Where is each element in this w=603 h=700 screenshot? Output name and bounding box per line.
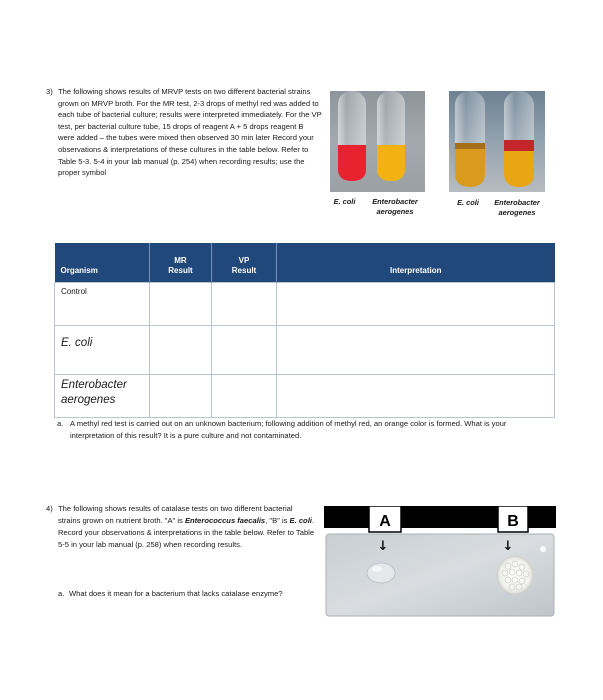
- question-4-text-part1: The following shows results of catalase tests on two different bacterial strains grown on nutrient broth. "A" is: [58, 504, 293, 525]
- mr-caption-left: E. coli: [333, 197, 356, 206]
- vp-caption-left: E. coli: [457, 198, 479, 207]
- control-vp-cell[interactable]: [212, 283, 277, 326]
- control-interpretation-cell[interactable]: [277, 283, 555, 326]
- header-vp-line2: Result: [231, 266, 257, 275]
- question-4: [47, 503, 317, 551]
- mrvp-results-table: [54, 243, 555, 418]
- question-4-text-part3: . Record your observations & interpretations in the table below. Refer to Table 5-5 in your lab manual (p. 258) when recording results.: [58, 516, 315, 549]
- header-mr-line1: MR: [174, 256, 187, 265]
- vp-test-photo: [449, 91, 545, 192]
- row-enterobacter-line2: aerogenes: [61, 394, 116, 406]
- mr-caption-right-line1: Enterobacter: [372, 197, 418, 206]
- mr-caption-right-line2: aerogenes: [376, 207, 414, 216]
- organism-a-name: Enterococcus faecalis: [184, 516, 266, 525]
- question-3a-lead: a.: [57, 419, 64, 428]
- header-vp-result: [212, 243, 277, 283]
- enterobacter-mr-cell[interactable]: [150, 375, 212, 418]
- vp-caption-right-line1: Enterobacter: [494, 198, 540, 207]
- label-b: B: [507, 513, 519, 530]
- header-interpretation: Interpretation: [277, 243, 555, 283]
- question-4-number: 4): [46, 504, 53, 513]
- enterobacter-interpretation-cell[interactable]: [277, 375, 555, 418]
- table-row: [55, 283, 555, 326]
- arrow-a-icon: ↓: [377, 539, 389, 554]
- spot-a-no-bubbles: [367, 563, 395, 583]
- header-mr-line2: Result: [168, 266, 193, 275]
- enterobacter-vp-cell[interactable]: [212, 375, 277, 418]
- vp-caption-right: [482, 198, 552, 218]
- question-3a: [57, 418, 550, 442]
- mr-tube-1-liquid: [338, 145, 366, 181]
- question-3-text: The following shows results of MRVP tests on two different bacterial strains grown on MRVP broth. For the MR test, 2-3 drops of methyl red was added to each tube of bacterial culture; results were interpreted immediately. For the VP test, per bacterial culture tube, 15 drops of reagent A + 5 drops reagent B were added – the tubes were mixed then observed 30 min later Record your observations & interpretations of these cultures in the table below. Refer to Table 5-3. 5-4 in your lab manual (p. 254) when recording results; use the proper symbol: [58, 87, 322, 178]
- ecoli-vp-cell[interactable]: [212, 326, 277, 375]
- question-4-text-part2: , "B" is: [265, 516, 290, 525]
- mr-caption-right: [360, 197, 430, 217]
- ecoli-interpretation-cell[interactable]: [277, 326, 555, 375]
- header-organism: Organism: [55, 243, 150, 283]
- table-row: [55, 326, 555, 375]
- vp-caption-right-line2: aerogenes: [498, 208, 536, 217]
- organism-b-name: E. coli: [289, 516, 312, 525]
- question-3-number: 3): [46, 87, 53, 96]
- question-3a-text: A methyl red test is carried out on an unknown bacterium; following addition of methyl red, an orange color is formed. What is your interpretation of this result? It is a pure culture and not contaminated.: [70, 419, 507, 440]
- table-row: [55, 375, 555, 418]
- question-4a-text: What does it mean for a bacterium that lacks catalase enzyme?: [69, 589, 283, 598]
- question-3: [47, 86, 322, 179]
- table-header-row: [55, 243, 555, 283]
- question-4a-lead: a.: [58, 589, 65, 598]
- catalase-test-photo: [324, 506, 556, 620]
- row-control-label: Control: [55, 283, 150, 326]
- control-mr-cell[interactable]: [150, 283, 212, 326]
- row-ecoli-label: E. coli: [55, 326, 150, 375]
- header-vp-line1: VP: [238, 256, 250, 265]
- header-mr-result: [150, 243, 212, 283]
- mr-test-photo: [330, 91, 425, 192]
- vp-tube-2-red-layer: [504, 140, 534, 151]
- label-a: A: [379, 513, 391, 530]
- arrow-b-icon: ↓: [502, 539, 514, 554]
- vp-tube-1-liquid: [455, 143, 485, 187]
- question-4-text: [47, 503, 317, 551]
- row-enterobacter-line1: Enterobacter: [61, 379, 127, 391]
- question-4a: [58, 588, 308, 600]
- mr-tube-2-liquid: [377, 145, 405, 181]
- ecoli-mr-cell[interactable]: [150, 326, 212, 375]
- row-enterobacter-label: [55, 375, 150, 418]
